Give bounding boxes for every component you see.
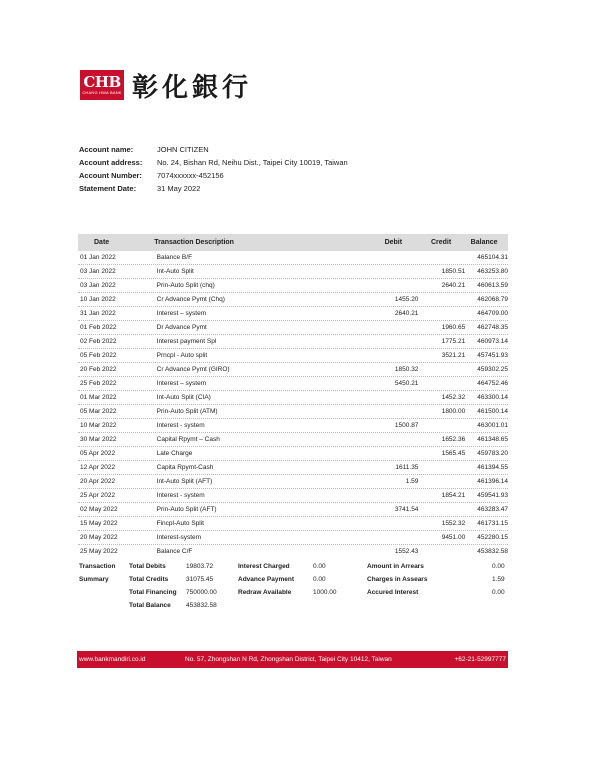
table-row bbox=[78, 517, 508, 531]
row-credit: 9451.00 bbox=[441, 534, 466, 541]
accrued-interest-value: 0.00 bbox=[492, 589, 505, 596]
interest-charged-label: Interest Charged bbox=[238, 563, 290, 570]
table-row bbox=[78, 475, 508, 489]
row-balance: 459541.93 bbox=[477, 492, 508, 499]
row-balance: 459302.25 bbox=[477, 366, 508, 373]
account-name-label: Account name: bbox=[79, 145, 134, 154]
row-balance: 463283.47 bbox=[477, 506, 508, 513]
table-row bbox=[78, 321, 508, 335]
row-date: 15 May 2022 bbox=[80, 520, 118, 527]
row-debit: 3741.54 bbox=[394, 506, 419, 513]
row-description: Interest – system bbox=[156, 310, 207, 317]
row-description: Capita Rpymt-Cash bbox=[156, 464, 214, 471]
row-date: 20 May 2022 bbox=[80, 534, 118, 541]
row-balance: 461731.15 bbox=[477, 520, 508, 527]
table-row bbox=[78, 363, 508, 377]
header-balance: Balance bbox=[470, 239, 498, 246]
advance-payment-value: 0.00 bbox=[313, 576, 326, 583]
row-date: 30 Mar 2022 bbox=[80, 436, 117, 443]
row-debit: 1611.35 bbox=[395, 464, 419, 471]
header-date: Date bbox=[94, 239, 110, 246]
total-debits-label: Total Debits bbox=[129, 563, 166, 570]
row-balance: 457451.93 bbox=[477, 352, 508, 359]
row-date: 31 Jan 2022 bbox=[80, 310, 116, 317]
row-balance: 462748.35 bbox=[477, 324, 508, 331]
redraw-available-label: Redraw Available bbox=[238, 589, 292, 596]
row-description: Prncpl - Auto split bbox=[156, 352, 208, 359]
row-date: 20 Apr 2022 bbox=[80, 478, 116, 485]
total-balance-label: Total Balance bbox=[129, 602, 171, 609]
table-row bbox=[78, 531, 508, 545]
row-credit: 1552.32 bbox=[441, 520, 466, 527]
row-balance: 465104.31 bbox=[477, 254, 508, 261]
account-number-label: Account Number: bbox=[79, 171, 142, 180]
row-balance: 452280.15 bbox=[477, 534, 508, 541]
table-row bbox=[78, 391, 508, 405]
row-description: Capital Rpymt – Cash bbox=[156, 436, 220, 443]
footer-address: No. 57, Zhongshan N Rd, Zhongshan District, Taipei City 10412, Taiwan bbox=[185, 656, 392, 663]
table-header bbox=[78, 234, 508, 251]
row-date: 10 Mar 2022 bbox=[80, 422, 117, 429]
transaction-table bbox=[78, 234, 508, 558]
row-debit: 1850.32 bbox=[394, 366, 419, 373]
account-address-label: Account address: bbox=[79, 158, 143, 167]
account-name-row bbox=[79, 143, 348, 156]
total-financing-value: 750000.00 bbox=[186, 589, 217, 596]
row-balance: 460973.14 bbox=[477, 338, 508, 345]
row-debit: 1455.20 bbox=[394, 296, 419, 303]
account-name-value: JOHN CITIZEN bbox=[157, 145, 209, 154]
table-row bbox=[78, 293, 508, 307]
row-balance: 461394.55 bbox=[477, 464, 508, 471]
row-date: 05 Apr 2022 bbox=[80, 450, 116, 457]
row-date: 25 Feb 2022 bbox=[80, 380, 117, 387]
bank-chinese-name: 彰化銀行 bbox=[132, 72, 253, 103]
footer-website-link[interactable]: www.bankmandiri.co.id bbox=[79, 656, 146, 663]
table-row bbox=[78, 405, 508, 419]
row-balance: 459783.20 bbox=[477, 450, 508, 457]
table-row bbox=[78, 489, 508, 503]
row-description: Int-Auto Split (AFT) bbox=[156, 478, 213, 485]
table-row bbox=[78, 251, 508, 265]
footer-phone: +62-21-52997777 bbox=[454, 656, 506, 663]
table-row bbox=[78, 419, 508, 433]
row-description: Cr Advance Pymt (Chq) bbox=[156, 296, 225, 303]
row-description: Interest payment Spl bbox=[156, 338, 217, 345]
row-debit: 2640.21 bbox=[394, 310, 419, 317]
table-row bbox=[78, 265, 508, 279]
row-date: 05 Mar 2022 bbox=[80, 408, 117, 415]
statement-date-value: 31 May 2022 bbox=[157, 184, 201, 193]
row-credit: 2640.21 bbox=[441, 282, 466, 289]
row-date: 25 May 2022 bbox=[80, 548, 118, 555]
row-balance: 463001.01 bbox=[477, 422, 508, 429]
row-credit: 1800.00 bbox=[441, 408, 466, 415]
accrued-interest-label: Accured Interest bbox=[367, 589, 419, 596]
charges-in-arrears-value: 1.59 bbox=[492, 576, 505, 583]
bank-logo bbox=[80, 70, 253, 103]
row-balance: 464709.00 bbox=[477, 310, 508, 317]
amount-in-arrears-value: 0.00 bbox=[492, 563, 505, 570]
row-description: Fincpl-Auto Split bbox=[156, 520, 204, 527]
row-date: 25 Apr 2022 bbox=[80, 492, 116, 499]
header-debit: Debit bbox=[384, 239, 403, 246]
header-description: Transaction Description bbox=[154, 239, 234, 246]
interest-charged-value: 0.00 bbox=[313, 563, 326, 570]
account-number-value: 7074xxxxxx-452156 bbox=[157, 171, 224, 180]
row-description: Balance C/F bbox=[156, 548, 193, 555]
advance-payment-label: Advance Payment bbox=[238, 576, 294, 583]
row-credit: 1850.51 bbox=[441, 268, 466, 275]
statement-date-label: Statement Date: bbox=[79, 184, 137, 193]
row-description: Int-Auto Split bbox=[156, 268, 194, 275]
row-balance: 461500.14 bbox=[477, 408, 508, 415]
summary-label-1: Transaction bbox=[79, 563, 116, 570]
row-description: Balance B/F bbox=[156, 254, 193, 261]
row-date: 03 Jan 2022 bbox=[80, 268, 116, 275]
row-credit: 1960.65 bbox=[441, 324, 466, 331]
row-credit: 1652.36 bbox=[441, 436, 466, 443]
row-date: 05 Feb 2022 bbox=[80, 352, 117, 359]
row-date: 10 Jan 2022 bbox=[80, 296, 116, 303]
row-credit: 1565.45 bbox=[441, 450, 466, 457]
header-credit: Credit bbox=[430, 239, 452, 246]
table-row bbox=[78, 447, 508, 461]
row-balance: 461396.14 bbox=[477, 478, 508, 485]
row-balance: 463300.14 bbox=[477, 394, 508, 401]
row-credit: 3521.21 bbox=[441, 352, 466, 359]
redraw-available-value: 1000.00 bbox=[313, 589, 337, 596]
charges-in-arrears-label: Charges in Assears bbox=[367, 576, 428, 583]
row-date: 02 May 2022 bbox=[80, 506, 118, 513]
table-body bbox=[78, 251, 508, 558]
row-date: 01 Jan 2022 bbox=[80, 254, 116, 261]
logo-tagline: CHANG HWA BANK bbox=[82, 90, 122, 95]
table-row bbox=[78, 503, 508, 517]
row-description: Prin-Auto Split (AFT) bbox=[156, 506, 217, 513]
account-address-row bbox=[79, 156, 348, 169]
row-date: 03 Jan 2022 bbox=[80, 282, 116, 289]
total-credits-value: 31075.45 bbox=[186, 576, 214, 583]
row-debit: 1552.43 bbox=[394, 548, 419, 555]
row-description: Interest-system bbox=[156, 534, 202, 541]
account-number-row bbox=[79, 169, 348, 182]
row-credit: 1854.21 bbox=[441, 492, 466, 499]
account-address-value: No. 24, Bishan Rd, Neihu Dist., Taipei City 10019, Taiwan bbox=[157, 158, 348, 167]
row-date: 12 Apr 2022 bbox=[80, 464, 116, 471]
row-description: Cr Advance Pymt (GIRO) bbox=[156, 366, 230, 373]
total-financing-label: Total Financing bbox=[129, 589, 177, 596]
row-credit: 1452.32 bbox=[441, 394, 466, 401]
amount-in-arrears-label: Amount in Arrears bbox=[367, 563, 424, 570]
row-description: Interest - system bbox=[156, 492, 205, 499]
table-row bbox=[78, 349, 508, 363]
row-date: 02 Feb 2022 bbox=[80, 338, 117, 345]
total-debits-value: 19803.72 bbox=[186, 563, 214, 570]
row-balance: 461348.65 bbox=[477, 436, 508, 443]
table-row bbox=[78, 335, 508, 349]
row-balance: 460613.59 bbox=[477, 282, 508, 289]
row-description: Interest – system bbox=[156, 380, 207, 387]
table-row bbox=[78, 545, 508, 558]
table-row bbox=[78, 461, 508, 475]
row-debit: 1.59 bbox=[405, 478, 419, 485]
row-description: Interest - system bbox=[156, 422, 205, 429]
row-balance: 463253.80 bbox=[477, 268, 508, 275]
row-balance: 453832.58 bbox=[477, 548, 508, 555]
row-description: Int-Auto Split (CIA) bbox=[156, 394, 211, 401]
table-row bbox=[78, 279, 508, 293]
summary-label-2: Summary bbox=[79, 576, 109, 583]
table-row bbox=[78, 307, 508, 321]
row-balance: 462068.79 bbox=[477, 296, 508, 303]
row-debit: 1500.87 bbox=[394, 422, 419, 429]
total-credits-label: Total Credits bbox=[129, 576, 169, 583]
row-credit: 1775.21 bbox=[441, 338, 466, 345]
footer-bar bbox=[77, 651, 508, 668]
row-debit: 5450.21 bbox=[394, 380, 419, 387]
account-details bbox=[79, 143, 348, 195]
logo-abbr: CHB bbox=[83, 73, 121, 91]
statement-date-row bbox=[79, 182, 348, 195]
total-balance-value: 453832.58 bbox=[186, 602, 217, 609]
row-description: Prin-Auto Split (chq) bbox=[156, 282, 215, 289]
table-row bbox=[78, 377, 508, 391]
chb-logo-mark bbox=[80, 70, 124, 100]
row-date: 20 Feb 2022 bbox=[80, 366, 117, 373]
row-date: 01 Feb 2022 bbox=[80, 324, 117, 331]
row-description: Late Charge bbox=[156, 450, 193, 457]
row-date: 01 Mar 2022 bbox=[80, 394, 117, 401]
row-description: Dr Advance Pymt bbox=[156, 324, 207, 331]
table-row bbox=[78, 433, 508, 447]
row-description: Prin-Auto Split (ATM) bbox=[156, 408, 218, 415]
row-balance: 464752.46 bbox=[477, 380, 508, 387]
